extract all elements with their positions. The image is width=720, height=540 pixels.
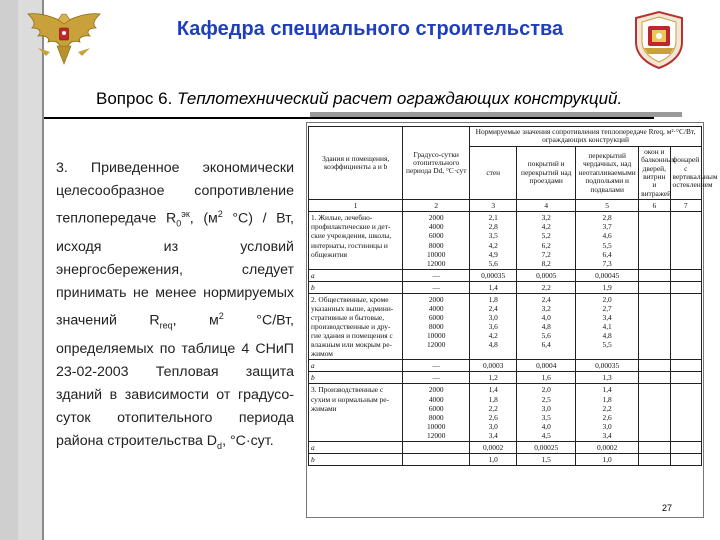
table-cell-value: 2,1 [488,213,498,223]
coefficient-value: 0,0002 [470,442,517,454]
table-cell-value: 3,4 [488,430,498,440]
table-cell-value: 5,2 [541,231,551,241]
subscript: 0 [176,218,182,229]
coefficient-value: 0,00035 [576,360,639,372]
coefficient-value: 1,5 [517,454,576,466]
table-cell-value: 5,6 [488,258,498,268]
table-cell-value: 3,4 [602,430,612,440]
coefficient-value: 0,0003 [470,360,517,372]
table-cell [639,372,670,384]
coefficient-value: — [403,372,470,384]
table-cell-value: 2000 [428,213,444,223]
table-cell [639,293,670,360]
table-cell-value: 2. Общественные, кроме [311,294,389,304]
table-cell-value: профилактические и дет- [311,222,391,232]
norms-table [308,126,718,466]
table-cell-value: 4,2 [541,222,551,232]
table-cell-value: 2,0 [602,294,612,304]
table-cell-value: 5,6 [541,331,551,341]
coefficient-row [309,269,702,281]
table-cell [639,384,670,442]
table-cell-value: 6,2 [541,240,551,250]
column-number: 4 [517,200,576,212]
coefficient-value: 0,00045 [576,269,639,281]
table-cell-value: сухим и нормальным ре- [311,394,390,404]
column-number: 1 [309,200,403,212]
table-cell-value: 1,4 [602,385,612,395]
table-cell [670,454,701,466]
coefficient-row [309,360,702,372]
body-text-part: , °С·сут. [222,433,274,450]
table-cell-value: 4000 [428,394,444,404]
table-cell-value: ские учреждения, школы, [311,231,392,241]
coefficient-value [403,442,470,454]
table-cell-value: 5,5 [602,240,612,250]
table-cell-value: 6,4 [602,249,612,259]
building-description [309,293,403,360]
page-header-title: Кафедра специального строительства [176,18,564,40]
coefficient-value: 0,0004 [517,360,576,372]
table-cell-value: 4,8 [541,322,551,332]
table-cell-value: 10000 [426,331,446,341]
table-cell-value: 3,2 [541,213,551,223]
table-cell-value: 10000 [426,249,446,259]
table-cell-value: 4,9 [488,249,498,259]
table-cell-value: 3,5 [541,412,551,422]
table-cell-value: влажным или мокрым ре- [311,340,392,350]
header-roofs: покрытий и перекрытий над проездами [517,146,576,199]
coefficient-value: 1,4 [470,281,517,293]
body-text-part: , м [172,312,219,329]
table-cell-value: 7,3 [602,258,612,268]
coefficient-value: 1,9 [576,281,639,293]
header-walls: стен [470,146,517,199]
table-cell-value: 8,2 [541,258,551,268]
table-cell-value: 10000 [426,421,446,431]
table-cell-value: 3,2 [541,303,551,313]
table-cell [670,293,701,360]
coefficient-label: a [309,442,403,454]
table-cell-value: 4,5 [541,430,551,440]
table-cell-value: 3,0 [541,403,551,413]
table-cell [470,293,517,360]
table-cell [670,384,701,442]
table-cell-value: 12000 [426,430,446,440]
header-skylights: фонарей с вертикальным остеклением [670,146,701,199]
table-cell-value: 4,8 [602,331,612,341]
table-cell-value: 12000 [426,340,446,350]
question-topic: Теплотехнический расчет ограждающих конструкций. [177,89,623,108]
table-row [309,212,702,270]
superscript: 2 [217,209,223,220]
table-cell [403,212,470,270]
table-cell [403,384,470,442]
superscript: эк [181,209,190,220]
body-text-part: °С/Вт, определяемых по таблице 4 СНиП 23-02-2003 Тепловая защита зданий в зависимости от градусо-суток отопительного периода района строительства D [56,312,294,450]
table-cell-value: 1,8 [488,394,498,404]
coefficient-value: 0,0002 [576,442,639,454]
body-text-part: 3. Приведенное экономически целесообразное сопротивление теплопередаче R [56,160,294,227]
table-cell-value: гие здания и помещения с [311,331,393,341]
table-cell [403,293,470,360]
coefficient-value: — [403,360,470,372]
eagle-emblem-icon [24,8,104,68]
coefficient-value: 0,00035 [470,269,517,281]
header-buildings: Здания и помещения, коэффициенты a и b [309,127,403,200]
table-cell [639,360,670,372]
table-cell-value: 1. Жилые, лечебно- [311,213,373,223]
header-norm-values: Нормируемые значения сопротивления теплопередаче Rreq, м²·°С/Вт, ограждающих конструкций [470,127,702,147]
table-cell-value: 4,0 [541,313,551,322]
table-cell [576,212,639,270]
table-cell [517,293,576,360]
table-cell-value: 3,0 [488,421,498,431]
table-cell [639,442,670,454]
coefficient-value: — [403,269,470,281]
coefficient-row [309,442,702,454]
table-cell-value: интернаты, гостиницы и [311,240,388,250]
coefficient-value: 0,00025 [517,442,576,454]
building-description [309,212,403,270]
coefficient-label: b [309,454,403,466]
table-cell [639,212,670,270]
table-cell-value: жимом [311,349,333,359]
header-attic-floors: перекрытий чердачных, над неотапливаемыми подпольями и подвалами [576,146,639,199]
building-description [309,384,403,442]
left-decor-bar [0,0,18,540]
table-cell [670,212,701,270]
table-cell-value: 2,8 [602,213,612,223]
coefficient-row [309,281,702,293]
column-number: 6 [639,200,670,212]
table-cell [670,360,701,372]
table-cell-value: 3,0 [488,313,498,322]
table-cell-value: 4,0 [541,421,551,431]
body-text-part: , (м [189,210,218,227]
left-decor-line [42,0,44,540]
column-number: 5 [576,200,639,212]
table-cell-value: 3. Производственные с [311,385,384,395]
table-cell [517,212,576,270]
coefficient-value: 1,0 [470,454,517,466]
table-cell-value: 4000 [428,303,444,313]
table-cell-value: 8000 [428,240,444,250]
header-degree-days: Градусо-сутки отопительного периода Dd, °С·сут [403,127,470,200]
table-cell-value: 3,0 [602,421,612,431]
table-cell-value: 7,2 [541,249,551,259]
table-cell-value: 4,1 [602,322,612,332]
table-cell-value: 2,6 [488,412,498,422]
table-cell-value: 4,2 [488,240,498,250]
coefficient-label: a [309,269,403,281]
table-cell-value: 4,8 [488,340,498,350]
table-cell [576,293,639,360]
table-cell [576,384,639,442]
table-cell [639,269,670,281]
norms-table-container [308,126,718,476]
table-cell-value: 1,8 [602,394,612,404]
table-cell-value: 2,4 [541,294,551,304]
subscript: req [159,320,173,331]
coefficient-value: 1,6 [517,372,576,384]
table-cell-value: 3,4 [602,313,612,322]
table-cell [670,372,701,384]
coefficient-row [309,372,702,384]
coefficient-label: b [309,281,403,293]
table-cell-value: 6000 [428,403,444,413]
coefficient-value: 1,0 [576,454,639,466]
table-cell-value: 2,8 [488,222,498,232]
table-cell-value: 3,7 [602,222,612,232]
subscript: d [217,440,223,451]
column-number: 3 [470,200,517,212]
table-cell-value: 2,0 [541,385,551,395]
table-cell-value: 6000 [428,313,444,322]
body-paragraph [56,157,294,458]
black-divider [44,117,654,119]
table-cell [670,442,701,454]
question-number: Вопрос 6. [96,89,173,108]
table-cell-value: 2,2 [488,403,498,413]
header-windows: окон и балконных дверей, витрин и витражей [639,146,670,199]
table-row [309,384,702,442]
coefficient-row [309,454,702,466]
table-cell-value: производственные и дру- [311,322,391,332]
table-cell [470,384,517,442]
table-cell [639,454,670,466]
coefficient-label: b [309,372,403,384]
table-cell-value: жимами [311,403,337,413]
table-cell-value: 6000 [428,231,444,241]
table-cell-value: 2,4 [488,303,498,313]
table-cell-value: 2000 [428,294,444,304]
table-cell-value: 12000 [426,258,446,268]
table-row [309,293,702,360]
column-number: 7 [670,200,701,212]
table-cell-value: 4,2 [488,331,498,341]
superscript: 2 [218,311,224,322]
coefficient-value: 0,0005 [517,269,576,281]
table-cell-value: 4000 [428,222,444,232]
table-cell [470,212,517,270]
norms-table-body [309,212,702,466]
coefficient-value [403,454,470,466]
coefficient-value: — [403,281,470,293]
table-cell [670,281,701,293]
table-cell-value: 8000 [428,412,444,422]
table-cell [670,269,701,281]
coefficient-value: 2,2 [517,281,576,293]
table-cell [517,384,576,442]
table-cell-value: 3,6 [488,322,498,332]
page-number: 27 [662,503,673,513]
table-cell-value: стративные и бытовые, [311,313,385,322]
table-cell-value: 2,5 [541,394,551,404]
slide-subtitle [96,89,622,109]
table-cell-value: указанных выше, админи- [311,303,394,313]
column-number: 2 [403,200,470,212]
table-cell-value: 1,8 [488,294,498,304]
coefficient-value: 1,2 [470,372,517,384]
table-cell-value: 3,5 [488,231,498,241]
table-cell-value: 2,2 [602,403,612,413]
table-cell [639,281,670,293]
table-cell-value: 1,4 [488,385,498,395]
crest-emblem-icon [628,8,690,72]
table-cell-value: 5,5 [602,340,612,350]
table-cell-value: 6,4 [541,340,551,350]
table-cell-value: 4,6 [602,231,612,241]
table-cell-value: 2,6 [602,412,612,422]
table-cell-value: общежития [311,249,348,259]
table-cell-value: 8000 [428,322,444,332]
table-cell-value: 2,7 [602,303,612,313]
coefficient-label: a [309,360,403,372]
table-cell-value: 2000 [428,385,444,395]
body-text-part: °С) / Вт, исходя из условий энергосбережения, следует принимать не менее нормируемых значений R [56,210,294,329]
coefficient-value: 1,3 [576,372,639,384]
